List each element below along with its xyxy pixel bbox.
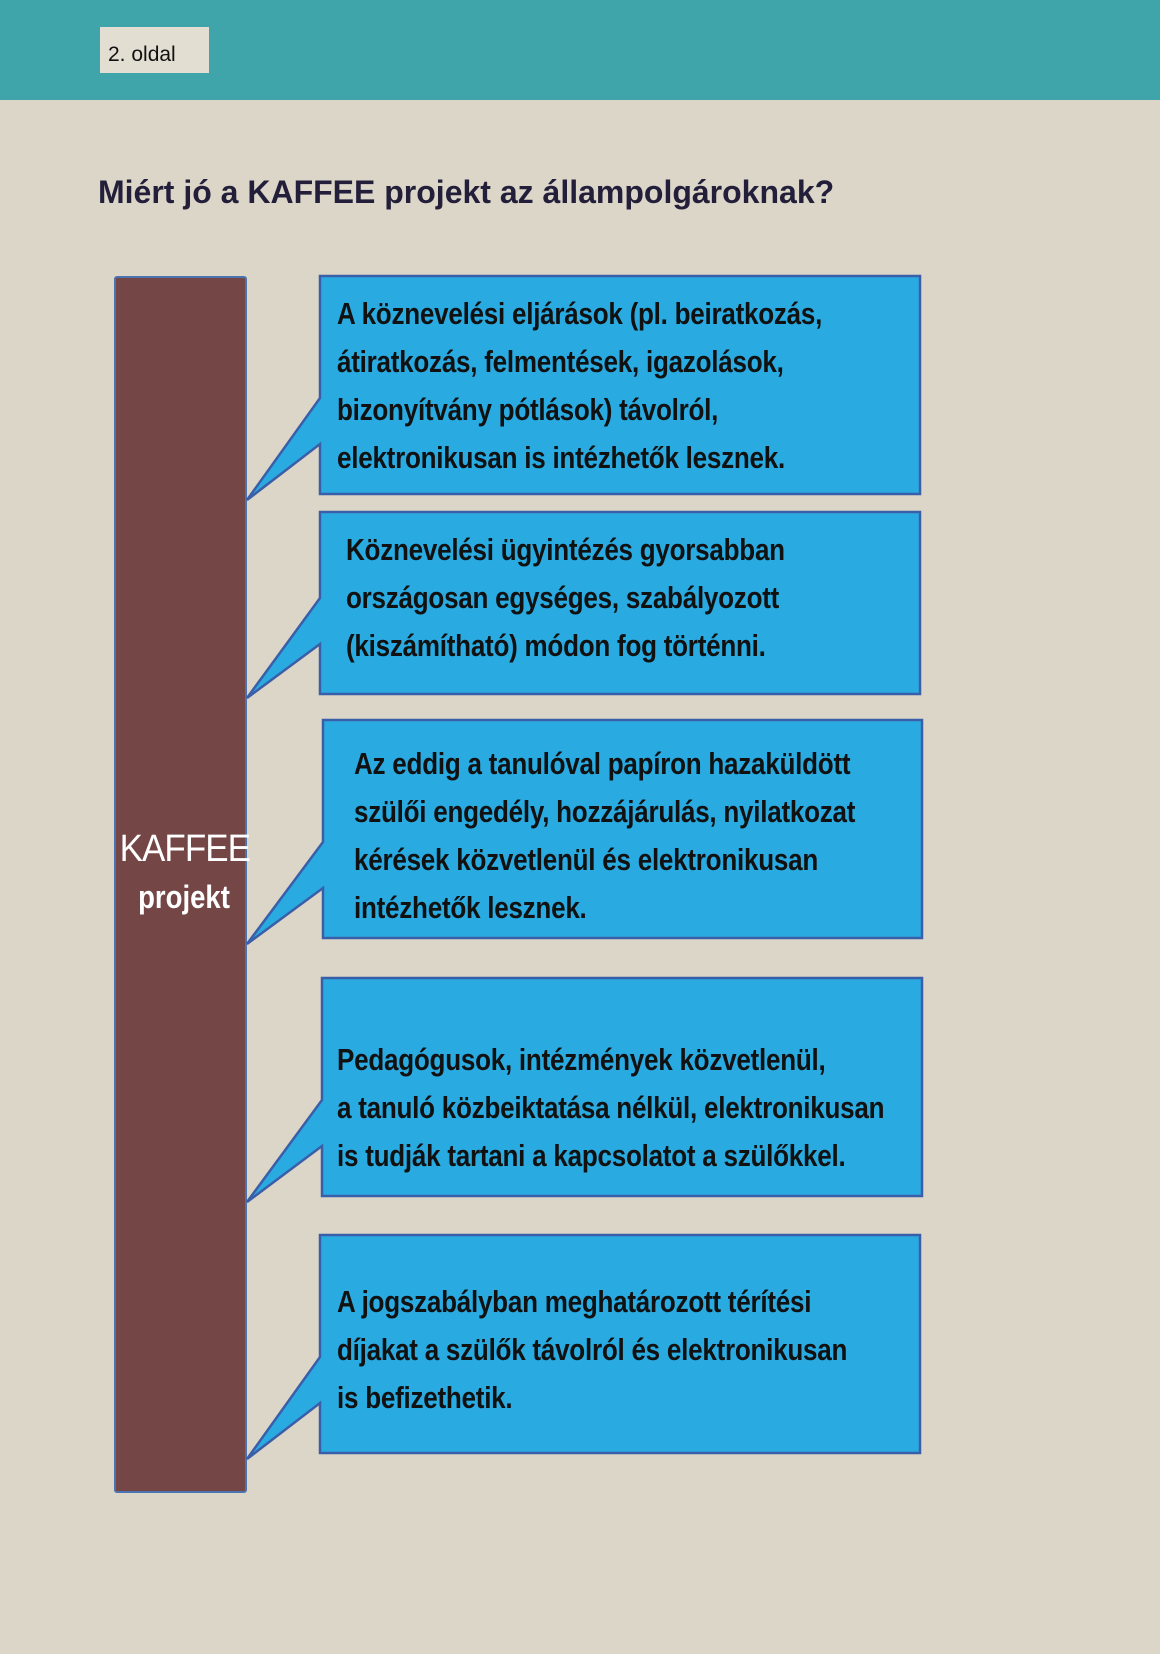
callout-text-1: A köznevelési eljárások (pl. beiratkozás, átiratkozás, felmentések, igazolások, bizonyítvány pótlások) távolról, elektronikusan is intézhetők lesznek.	[337, 296, 823, 475]
page-number-label: 2. oldal	[100, 27, 209, 73]
central-label-line-1: KAFFEE	[119, 828, 251, 870]
central-label-line-2: projekt	[138, 879, 230, 915]
callout-text-2: Köznevelési ügyintézés gyorsabban országosan egységes, szabályozott (kiszámítható) módon fog történni.	[346, 532, 785, 663]
callout-text-3: Az eddig a tanulóval papíron hazaküldött szülői engedély, hozzájárulás, nyilatkozat kérések közvetlenül és elektronikusan intézhetők lesznek.	[354, 746, 856, 925]
page-heading: Miért jó a KAFFEE projekt az állampolgároknak?	[98, 174, 835, 210]
callout-text-4: Pedagógusok, intézmények közvetlenül, a tanuló közbeiktatása nélkül, elektronikusan is tudják tartani a kapcsolatot a szülőkkel.	[337, 1042, 885, 1173]
callout-text-5: A jogszabályban meghatározott térítési díjakat a szülők távolról és elektronikusan is befizethetik.	[337, 1284, 848, 1415]
